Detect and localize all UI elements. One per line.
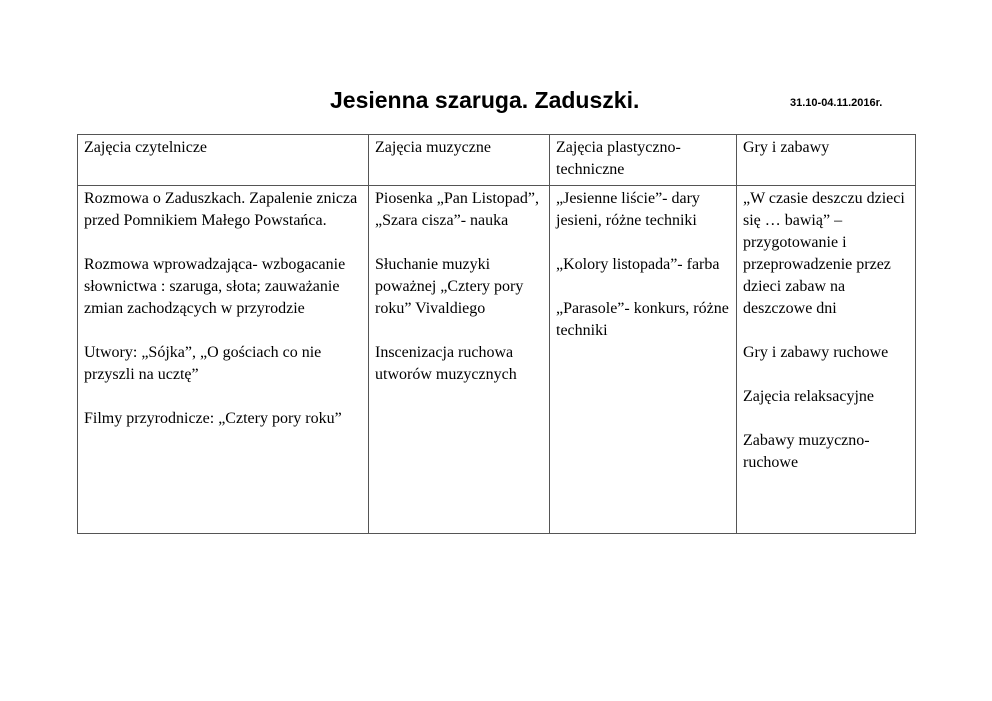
date-range: 31.10-04.11.2016r. <box>790 97 883 109</box>
activity-item: Zabawy muzyczno-ruchowe <box>743 432 870 471</box>
activity-table <box>77 134 916 534</box>
activity-item: „Jesienne liście”- dary jesieni, różne techniki <box>556 190 700 229</box>
column-header-reading: Zajęcia czytelnicze <box>78 135 369 186</box>
activity-item: Słuchanie muzyki poważnej „Cztery pory roku” Vivaldiego <box>375 256 524 317</box>
activity-item: „W czasie deszczu dzieci się … bawią” – przygotowanie i przeprowadzenie przez dzieci zabaw na deszczowe dni <box>743 190 905 317</box>
activity-item: „Kolory listopada”- farba <box>556 256 720 273</box>
activity-item: Piosenka „Pan Listopad”, „Szara cisza”- nauka <box>375 190 539 229</box>
activity-item: Utwory: „Sójka”, „O gościach co nie przyszli na ucztę” <box>84 344 322 383</box>
cell-music <box>369 186 550 534</box>
activity-item: Filmy przyrodnicze: „Cztery pory roku” <box>84 410 342 427</box>
activity-item: Rozmowa o Zaduszkach. Zapalenie znicza przed Pomnikiem Małego Powstańca. <box>84 190 358 229</box>
activity-item: Rozmowa wprowadzająca- wzbogacanie słownictwa : szaruga, słota; zauważanie zmian zachodzących w przyrodzie <box>84 256 346 317</box>
activity-item: Inscenizacja ruchowa utworów muzycznych <box>375 344 517 383</box>
cell-reading <box>78 186 369 534</box>
table-row <box>78 186 916 534</box>
activity-item: „Parasole”- konkurs, różne techniki <box>556 300 729 339</box>
column-header-art: Zajęcia plastyczno-techniczne <box>550 135 737 186</box>
cell-games <box>737 186 916 534</box>
column-header-music: Zajęcia muzyczne <box>369 135 550 186</box>
page-title: Jesienna szaruga. Zaduszki. <box>330 87 640 113</box>
activity-item: Zajęcia relaksacyjne <box>743 388 875 405</box>
column-header-games: Gry i zabawy <box>737 135 916 186</box>
activity-item: Gry i zabawy ruchowe <box>743 344 889 361</box>
cell-art <box>550 186 737 534</box>
table-header-row <box>78 135 916 186</box>
